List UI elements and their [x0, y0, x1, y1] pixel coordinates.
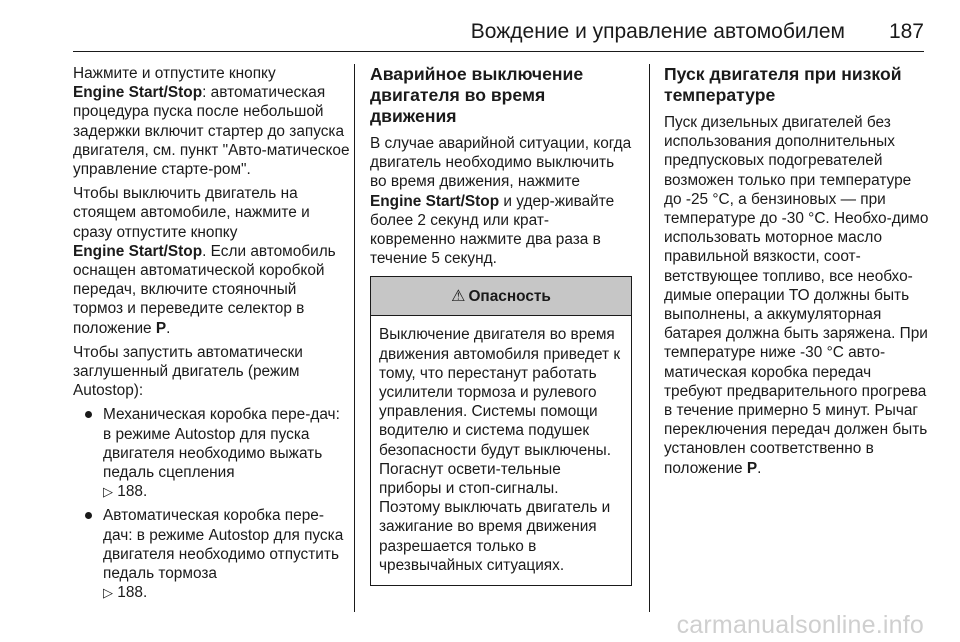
autostop-list — [73, 405, 350, 602]
danger-header — [371, 277, 631, 316]
watermark: carmanualsonline.info — [676, 611, 924, 639]
column-left — [73, 64, 350, 607]
paragraph-emergency: В случае аварийной ситуации, когда двигатель необходимо выключить во время движения, нажмите Engine Start/Stop и удер-живайте более 2 секунд или крат-ковременно нажмите два раза в течение 5 секунд. — [370, 135, 632, 268]
paragraph-autostop: Чтобы запустить автоматически заглушенный двигатель (режим Autostop): — [73, 343, 303, 400]
column-right — [664, 64, 930, 483]
section-heading-cold-start: Пуск двигателя при низкой температуре — [664, 64, 902, 105]
paragraph-cold-start: Пуск дизельных двигателей без использования дополнительных предпусковых подогревателей возможен только при температуре до -25 °C, а бензиновых — при температуре до -30 °C. Необхо-димо использовать моторное масло правильной вязкости, соот-ветствующее топливо, все необхо-димые операции ТО должны быть выполнены, а аккумуляторная батарея должна быть заряжена. При температуре ниже -30 °C авто-матическая коробка передач требуют предварительного прогрева в течение примерно 5 минут. Рычаг переключения передач должен быть установлен соответственно в положение P. — [664, 114, 929, 477]
engine-start-stop-term: Engine Start/Stop — [73, 84, 203, 102]
column-divider-1 — [354, 64, 355, 612]
page-header — [0, 0, 960, 58]
column-middle — [370, 64, 632, 586]
list-item: Механическая коробка пере-дач: в режиме Autostop для пуска двигателя необходимо выжать педаль сцепления ▷ 188. — [73, 405, 350, 501]
page-ref-icon: ▷ — [103, 484, 113, 500]
bullet-icon — [85, 512, 92, 519]
danger-box — [370, 276, 632, 586]
engine-start-stop-term: Engine Start/Stop — [370, 192, 500, 210]
header-divider — [73, 51, 924, 52]
page-ref-link[interactable]: 188. — [117, 584, 148, 602]
warning-triangle-icon: ⚠ — [451, 287, 466, 305]
gear-position-p: P — [746, 459, 758, 477]
page-ref-icon: ▷ — [103, 585, 113, 601]
paragraph-stop-engine: Чтобы выключить двигатель на стоящем автомобиле, нажмите и сразу отпустите кнопку Engine Start/Stop. Если автомобиль оснащен автоматической коробкой передач, включите стояночный тормоз и переведите селектор в положение P. — [73, 185, 336, 337]
danger-text: Выключение двигателя во время движения автомобиля приведет к тому, что перестанут работать усилители тормоза и рулевого управления. Системы помощи водителю и система подушек безопасности будут выключены. Погаснут освети-тельные приборы и стоп-сигналы. Поэтому выключать двигатель и зажигание во время движения разрешается только в чрезвычайных ситуациях. — [379, 326, 621, 574]
gear-position-p: P — [155, 319, 167, 337]
danger-title: Опасность — [468, 287, 551, 305]
section-heading-emergency: Аварийное выключение двигателя во время движения — [370, 64, 584, 126]
list-item: Автоматическая коробка пере-дач: в режиме Autostop для пуска двигателя необходимо отпустить педаль тормоза ▷ 188. — [73, 506, 350, 602]
bullet-icon — [85, 411, 92, 418]
chapter-title: Вождение и управление автомобилем — [470, 20, 845, 43]
page-number: 187 — [888, 20, 924, 43]
paragraph-start-engine: Нажмите и отпустите кнопку Engine Start/Stop: автоматическая процедура пуска после небольшой задержки включит стартер до запуска двигателя, см. пункт "Авто-матическое управление старте-ром". — [73, 65, 350, 179]
column-divider-2 — [649, 64, 650, 612]
engine-start-stop-term: Engine Start/Stop — [73, 242, 203, 260]
page-ref-link[interactable]: 188. — [117, 483, 148, 501]
